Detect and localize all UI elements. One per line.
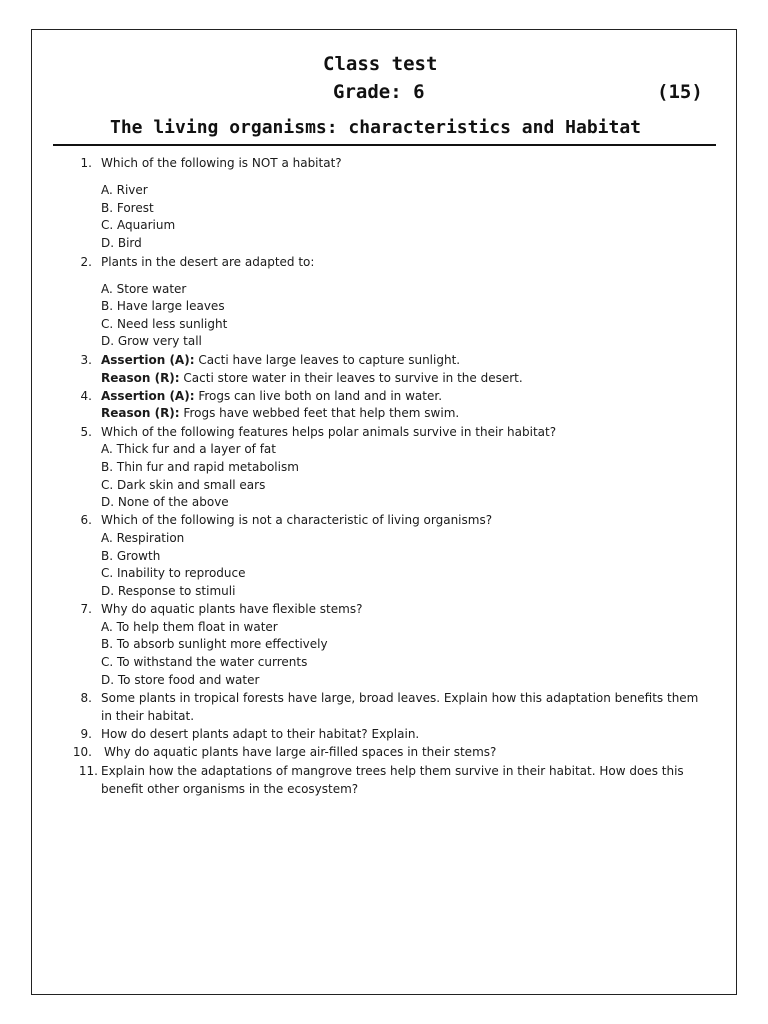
option: A. Respiration	[101, 531, 185, 545]
question-text: Which of the following features helps polar animals survive in their habitat?	[101, 425, 557, 439]
option: D. To store food and water	[101, 673, 260, 687]
reason-line	[101, 406, 459, 421]
question-text: Some plants in tropical forests have large, broad leaves. Explain how this adaptation benefits them	[101, 691, 699, 705]
option: A. Store water	[101, 282, 187, 296]
option: A. To help them float in water	[101, 620, 278, 634]
option: B. Thin fur and rapid metabolism	[101, 460, 299, 474]
title-underline	[53, 144, 716, 146]
assertion-text: Cacti have large leaves to capture sunlight.	[198, 353, 461, 367]
option: C. Need less sunlight	[101, 317, 228, 331]
question-text: Why do aquatic plants have large air-filled spaces in their stems?	[104, 745, 497, 759]
option: D. None of the above	[101, 495, 229, 509]
assertion-text: Frogs can live both on land and in water.	[198, 389, 443, 403]
total-marks: (15)	[657, 81, 703, 103]
option: C. Dark skin and small ears	[101, 478, 266, 492]
question-number: 8.	[80, 691, 92, 705]
question-text: Plants in the desert are adapted to:	[101, 255, 315, 269]
reason-line	[101, 371, 523, 386]
option: D. Grow very tall	[101, 334, 202, 348]
question-number: 9.	[80, 727, 92, 741]
option: C. Aquarium	[101, 218, 176, 232]
reason-label: Reason (R):	[101, 371, 180, 385]
option: B. Have large leaves	[101, 299, 225, 313]
question-text: Why do aquatic plants have flexible stems?	[101, 602, 363, 616]
question-number: 10.	[72, 745, 92, 759]
option: A. River	[101, 183, 148, 197]
question-text-continued: in their habitat.	[101, 709, 195, 723]
question-number: 4.	[80, 389, 92, 403]
question-number: 11.	[78, 764, 98, 778]
question-text: Which of the following is NOT a habitat?	[101, 156, 342, 170]
question-text: Explain how the adaptations of mangrove trees help them survive in their habitat. How does this	[101, 764, 684, 778]
page-border	[31, 29, 737, 995]
question-number: 3.	[80, 353, 92, 367]
option: B. Growth	[101, 549, 161, 563]
reason-label: Reason (R):	[101, 406, 180, 420]
question-number: 7.	[80, 602, 92, 616]
question-number: 2.	[80, 255, 92, 269]
question-text: How do desert plants adapt to their habitat? Explain.	[101, 727, 420, 741]
option: C. Inability to reproduce	[101, 566, 246, 580]
question-text-continued: benefit other organisms in the ecosystem?	[101, 782, 359, 796]
option: D. Bird	[101, 236, 142, 250]
question-number: 6.	[80, 513, 92, 527]
option: B. To absorb sunlight more effectively	[101, 637, 328, 651]
question-number: 5.	[80, 425, 92, 439]
test-title: The living organisms: characteristics and Habitat	[110, 117, 642, 138]
option: B. Forest	[101, 201, 154, 215]
option: A. Thick fur and a layer of fat	[101, 442, 276, 456]
grade-label: Grade: 6	[333, 81, 425, 103]
assertion-label: Assertion (A):	[101, 353, 195, 367]
option: C. To withstand the water currents	[101, 655, 308, 669]
question-text: Which of the following is not a characteristic of living organisms?	[101, 513, 493, 527]
test-heading: Class test	[323, 53, 438, 75]
reason-text: Frogs have webbed feet that help them swim.	[183, 406, 460, 420]
assertion-label: Assertion (A):	[101, 389, 195, 403]
question-number: 1.	[80, 156, 92, 170]
reason-text: Cacti store water in their leaves to survive in the desert.	[183, 371, 523, 385]
option: D. Response to stimuli	[101, 584, 236, 598]
